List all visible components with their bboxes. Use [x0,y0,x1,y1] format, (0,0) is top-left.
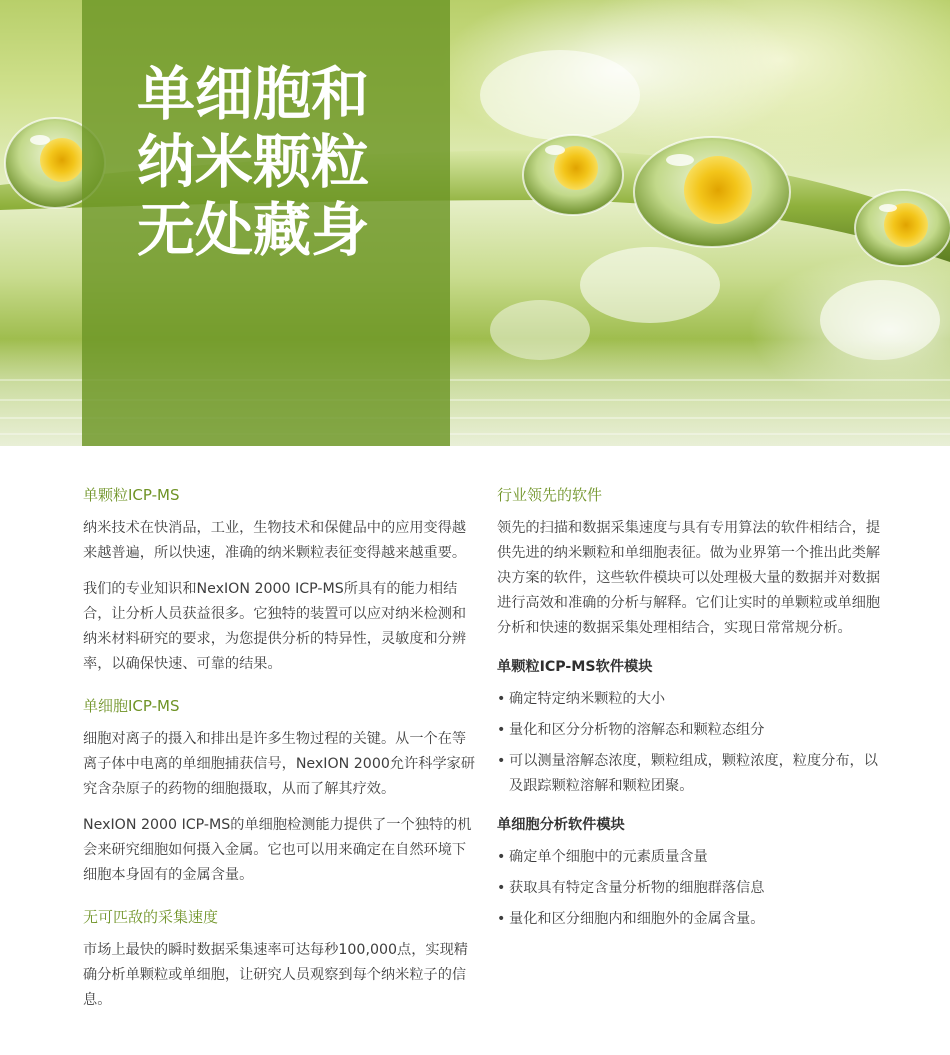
list-item: • 量化和区分细胞内和细胞外的金属含量。 [497,907,892,932]
bullet-list [497,845,892,932]
paragraph: 纳米技术在快消品，工业，生物技术和保健品中的应用变得越来越普遍，所以快速，准确的纳米颗粒表征变得越来越重要。 [83,520,467,561]
module-heading: 单颗粒ICP-MS软件模块 [497,659,653,675]
article-body [0,446,950,1055]
section-acquisition-speed [83,908,478,1013]
hero-banner [0,0,950,446]
paragraph: 我们的专业知识和NexION 2000 ICP-MS所具有的能力相结合，让分析人员获益很多。它独特的装置可以应对纳米检测和纳米材料研究的要求，为您提供分析的特异性，灵敏度和分辨率，以确保快速、可靠的结果。 [83,581,467,672]
left-column [83,486,478,1024]
module-single-particle [497,657,892,799]
list-item: • 获取具有特定含量分析物的细胞群落信息 [497,876,892,901]
paragraph: 市场上最快的瞬时数据采集速率可达每秒100,000点，实现精确分析单颗粒或单细胞，让研究人员观察到每个纳米粒子的信息。 [83,942,468,1008]
section-single-cell [83,697,478,888]
section-heading: 行业领先的软件 [497,486,603,504]
module-single-cell [497,815,892,932]
section-software [497,486,892,641]
title-line-3: 无处藏身 [137,196,370,264]
right-column [497,486,892,938]
paragraph: 细胞对离子的摄入和排出是许多生物过程的关键。从一个在等离子体中电离的单细胞捕获信号，NexION 2000允许科学家研究含杂原子的药物的细胞摄取，从而了解其疗效。 [83,731,476,797]
list-item: • 确定特定纳米颗粒的大小 [497,687,892,712]
list-item: • 量化和区分分析物的溶解态和颗粒态组分 [497,718,892,743]
title-line-2: 纳米颗粒 [137,128,370,196]
list-item: • 可以测量溶解态浓度，颗粒组成，颗粒浓度，粒度分布，以及跟踪颗粒溶解和颗粒团聚。 [497,749,892,799]
section-heading: 单颗粒ICP-MS [83,486,180,504]
title-panel [82,0,450,446]
paragraph: 领先的扫描和数据采集速度与具有专用算法的软件相结合，提供先进的纳米颗粒和单细胞表征。做为业界第一个推出此类解决方案的软件，这些软件模块可以处理极大量的数据并对数据进行高效和准确的分析与解释。它们让实时的单颗粒或单细胞分析和快速的数据采集处理相结合，实现日常常规分析。 [497,520,881,636]
title-line-1: 单细胞和 [137,60,370,128]
section-single-particle [83,486,478,677]
section-heading: 无可匹敌的采集速度 [83,908,219,926]
module-heading: 单细胞分析软件模块 [497,817,625,833]
list-item: • 确定单个细胞中的元素质量含量 [497,845,892,870]
section-heading: 单细胞ICP-MS [83,697,180,715]
bullet-list [497,687,892,799]
page-title [137,60,369,264]
paragraph: NexION 2000 ICP-MS的单细胞检测能力提供了一个独特的机会来研究细胞如何摄入金属。它也可以用来确定在自然环境下细胞本身固有的金属含量。 [83,817,472,883]
